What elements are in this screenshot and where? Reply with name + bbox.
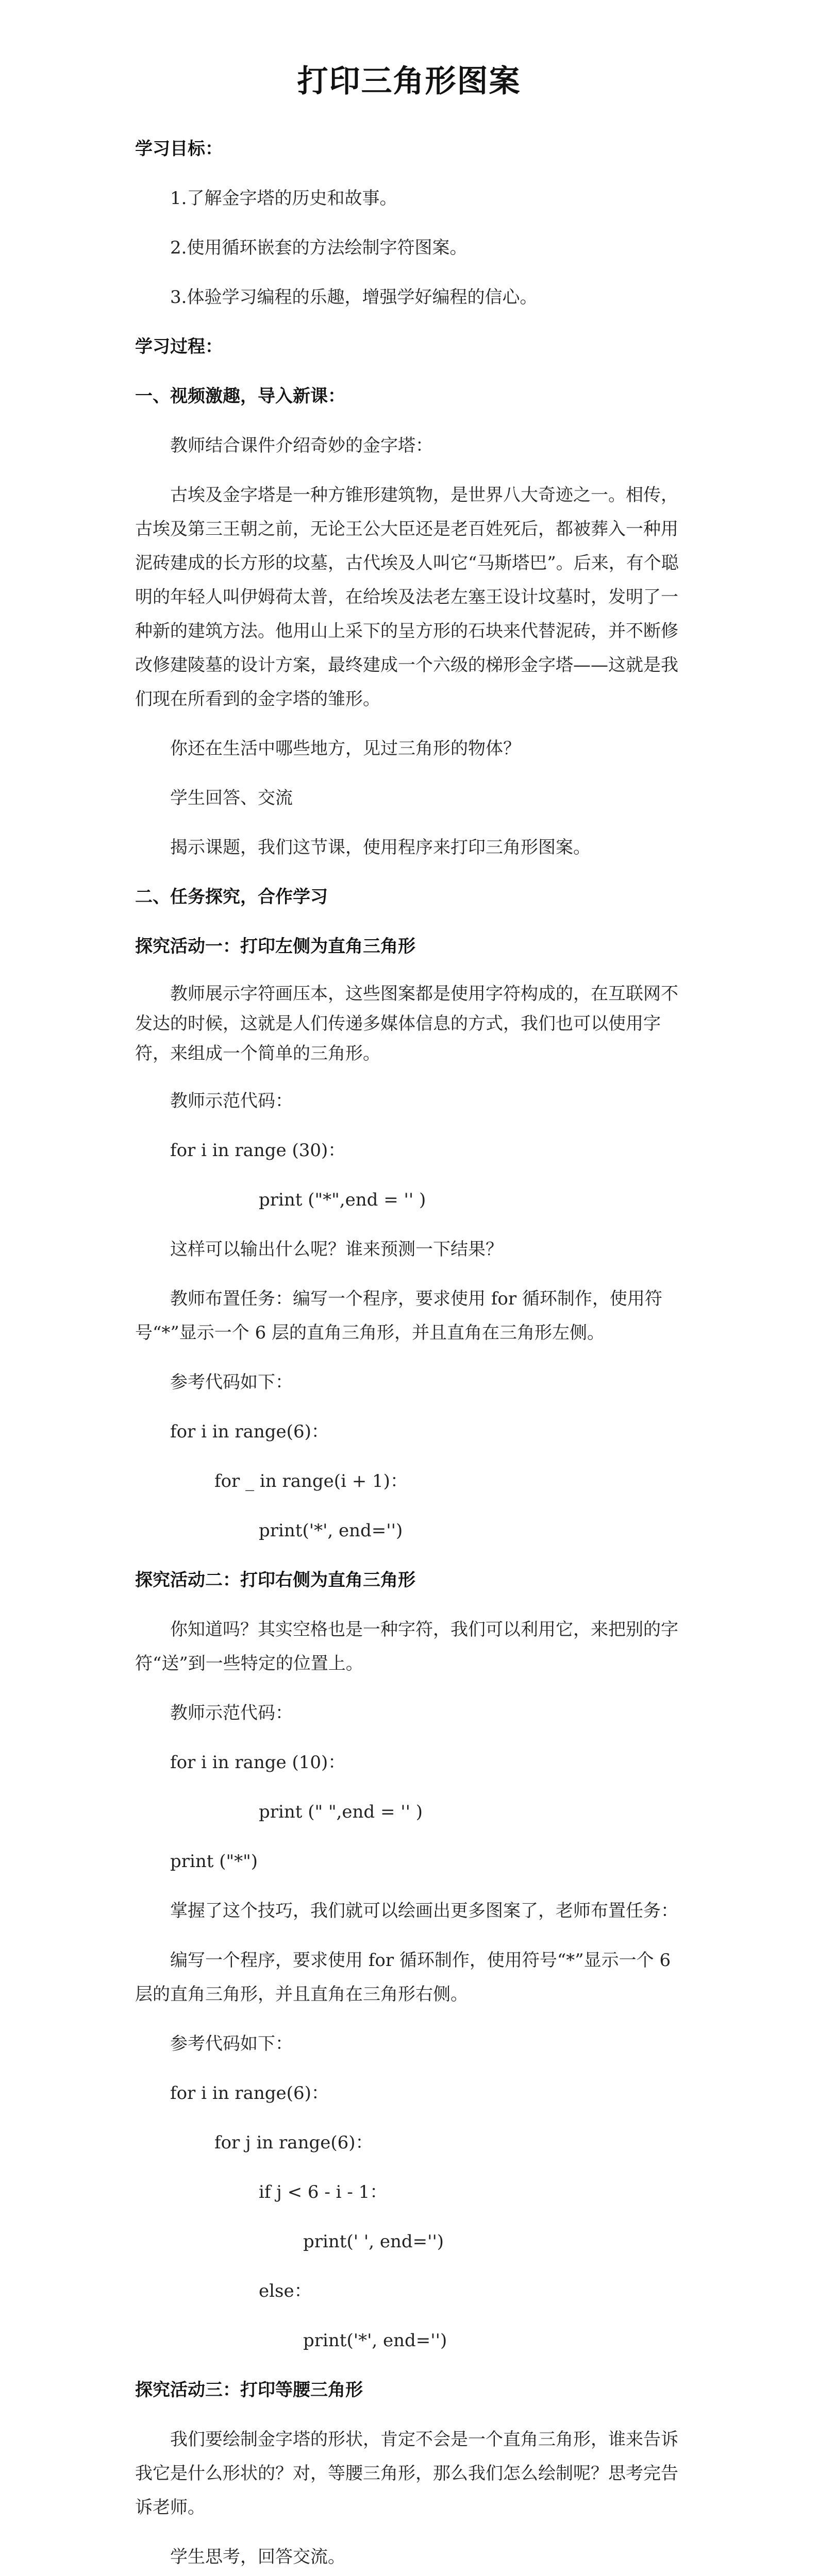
code-line: for i in range(6)：	[170, 1421, 329, 1442]
section-heading: 学习目标：	[135, 139, 223, 159]
text-paragraph: 古埃及金字塔是一种方锥形建筑物，是世界八大奇迹之一。相传，古埃及第三王朝之前，无论王公大臣还是老百姓死后，都被葬入一种用泥砖建成的长方形的坟墓，古代埃及人叫它“马斯塔巴”。后来，有个聪明的年轻人叫伊姆荷太普，在给埃及法老左塞王设计坟墓时，发明了一种新的建筑方法。他用山上采下的呈方形的石块来代替泥砖，并不断修改修建陵墓的设计方案，最终建成一个六级的梯形金字塔——这就是我们现在所看到的金字塔的雏形。	[135, 485, 679, 709]
text-paragraph: 教师布置任务：编写一个程序，要求使用 for 循环制作，使用符号“*”显示一个 6 层的直角三角形，并且直角在三角形左侧。	[135, 1289, 662, 1343]
code-line: print(' ', end='')	[303, 2231, 444, 2252]
code-line: print('*', end='')	[303, 2330, 447, 2351]
code-line: else：	[259, 2281, 312, 2301]
text-paragraph: 我们要绘制金字塔的形状，肯定不会是一个直角三角形，谁来告诉我它是什么形状的？对，等腰三角形，那么我们怎么绘制呢？思考完告诉老师。	[135, 2429, 678, 2518]
code-line: print (" ",end = '' )	[259, 1802, 423, 1822]
code-line: for i in range (10)：	[170, 1752, 346, 1773]
section-heading: 探究活动三：打印等腰三角形	[135, 2380, 363, 2400]
text-paragraph: 教师展示字符画压本，这些图案都是使用字符构成的，在互联网不发达的时候，这就是人们传递多媒体信息的方式，我们也可以使用字符，来组成一个简单的三角形。	[135, 984, 678, 1064]
code-line: for i in range(6)：	[170, 2083, 329, 2104]
code-line: print('*', end='')	[259, 1520, 403, 1541]
code-line: for j in range(6)：	[214, 2132, 373, 2153]
section-heading: 探究活动二：打印右侧为直角三角形	[135, 1570, 415, 1590]
code-line: print ("*",end = '' )	[259, 1190, 426, 1210]
text-paragraph: 编写一个程序，要求使用 for 循环制作，使用符号“*”显示一个 6 层的直角三角形，并且直角在三角形右侧。	[135, 1950, 676, 2005]
page-title: 打印三角形图案	[297, 63, 521, 99]
text-paragraph: 掌握了这个技巧，我们就可以绘画出更多图案了，老师布置任务：	[170, 1901, 678, 1921]
text-paragraph: 揭示课题，我们这节课，使用程序来打印三角形图案。	[170, 837, 591, 858]
text-paragraph: 你还在生活中哪些地方，见过三角形的物体？	[170, 738, 521, 759]
text-paragraph: 1.了解金字塔的历史和故事。	[170, 188, 397, 209]
text-paragraph: 教师示范代码：	[170, 1703, 293, 1723]
code-line: for _ in range(i + 1)：	[214, 1471, 408, 1492]
text-paragraph: 学生回答、交流	[170, 788, 293, 808]
text-paragraph: 参考代码如下：	[170, 1372, 293, 1393]
section-heading: 一、视频激趣，导入新课：	[135, 386, 345, 406]
code-line: for i in range (30)：	[170, 1140, 346, 1161]
section-heading: 学习过程：	[135, 336, 223, 357]
code-line: if j < 6 - i - 1：	[259, 2182, 388, 2202]
text-paragraph: 教师示范代码：	[170, 1091, 293, 1111]
text-paragraph: 教师结合课件介绍奇妙的金字塔：	[170, 435, 433, 456]
document-body	[135, 132, 683, 2576]
section-heading: 探究活动一：打印左侧为直角三角形	[135, 936, 415, 957]
text-paragraph: 3.体验学习编程的乐趣，增强学好编程的信心。	[170, 287, 538, 308]
text-paragraph: 你知道吗？其实空格也是一种字符，我们可以利用它，来把别的字符“送”到一些特定的位置上。	[135, 1619, 678, 1674]
section-heading: 二、任务探究，合作学习	[135, 887, 328, 907]
text-paragraph: 这样可以输出什么呢？谁来预测一下结果？	[170, 1239, 503, 1260]
text-paragraph: 学生思考，回答交流。	[170, 2547, 345, 2567]
text-paragraph: 2.使用循环嵌套的方法绘制字符图案。	[170, 238, 468, 258]
code-line: print ("*")	[170, 1851, 258, 1872]
text-paragraph: 参考代码如下：	[170, 2033, 293, 2054]
